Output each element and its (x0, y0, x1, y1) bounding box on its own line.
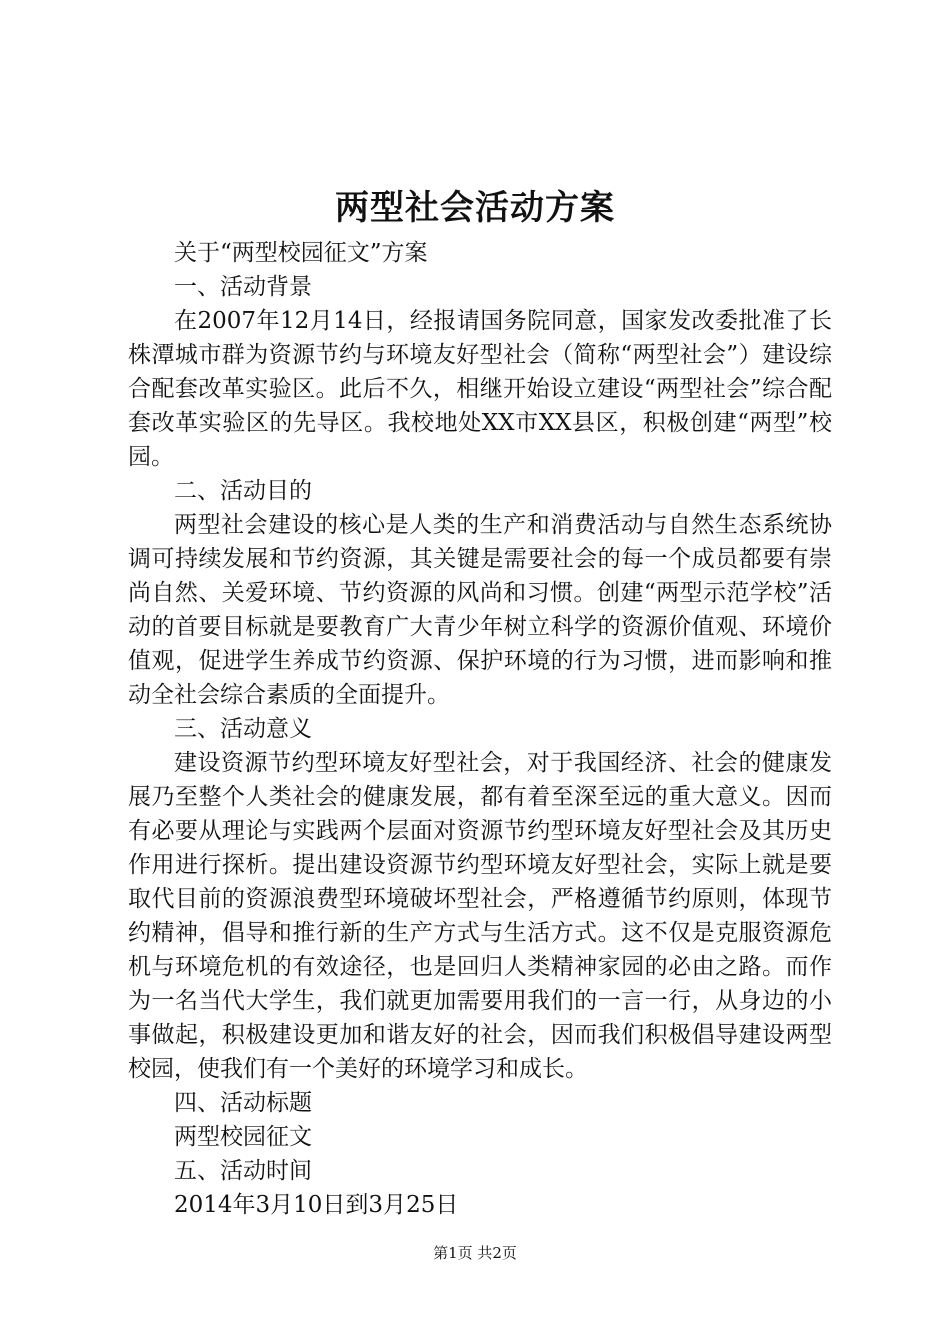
page-footer: 第1页 共2页 (433, 1244, 517, 1262)
section-heading-title: 四、活动标题 (174, 1090, 312, 1116)
paragraph-background: 在2007年12月14日，经报请国务院同意，国家发改委批准了长株潭城市群为资源节约与环境友好型社会（简称“两型社会”）建设综合配套改革实验区。此后不久，相继开始设立建设“两型社会”综合配套改革实验区的先导区。我校地处XX市XX县区，积极创建“两型”校园。 (128, 308, 832, 470)
section-heading-significance: 三、活动意义 (174, 716, 312, 742)
essay-plan-heading: 关于“两型校园征文”方案 (174, 240, 428, 266)
document-body (128, 236, 832, 1222)
paragraph-activity-time: 2014年3月10日到3月25日 (174, 1192, 459, 1218)
document-title: 两型社会活动方案 (335, 188, 615, 228)
paragraph-activity-title: 两型校园征文 (174, 1124, 312, 1150)
paragraph-significance: 建设资源节约型环境友好型社会，对于我国经济、社会的健康发展乃至整个人类社会的健康发展，都有着至深至远的重大意义。因而有必要从理论与实践两个层面对资源节约型环境友好型社会及其历史作用进行探析。提出建设资源节约型环境友好型社会，实际上就是要取代目前的资源浪费型环境破坏型社会，严格遵循节约原则，体现节约精神，倡导和推行新的生产方式与生活方式。这不仅是克服资源危机与环境危机的有效途径，也是回归人类精神家园的必由之路。而作为一名当代大学生，我们就更加需要用我们的一言一行，从身边的小事做起，积极建设更加和谐友好的社会，因而我们积极倡导建设两型校园，使我们有一个美好的环境学习和成长。 (128, 750, 832, 1082)
section-heading-time: 五、活动时间 (174, 1158, 312, 1184)
section-heading-purpose: 二、活动目的 (174, 478, 312, 504)
paragraph-purpose: 两型社会建设的核心是人类的生产和消费活动与自然生态系统协调可持续发展和节约资源，其关键是需要社会的每一个成员都要有崇尚自然、关爱环境、节约资源的风尚和习惯。创建“两型示范学校”活动的首要目标就是要教育广大青少年树立科学的资源价值观、环境价值观，促进学生养成节约资源、保护环境的行为习惯，进而影响和推动全社会综合素质的全面提升。 (128, 512, 832, 708)
section-heading-background: 一、活动背景 (174, 274, 312, 300)
